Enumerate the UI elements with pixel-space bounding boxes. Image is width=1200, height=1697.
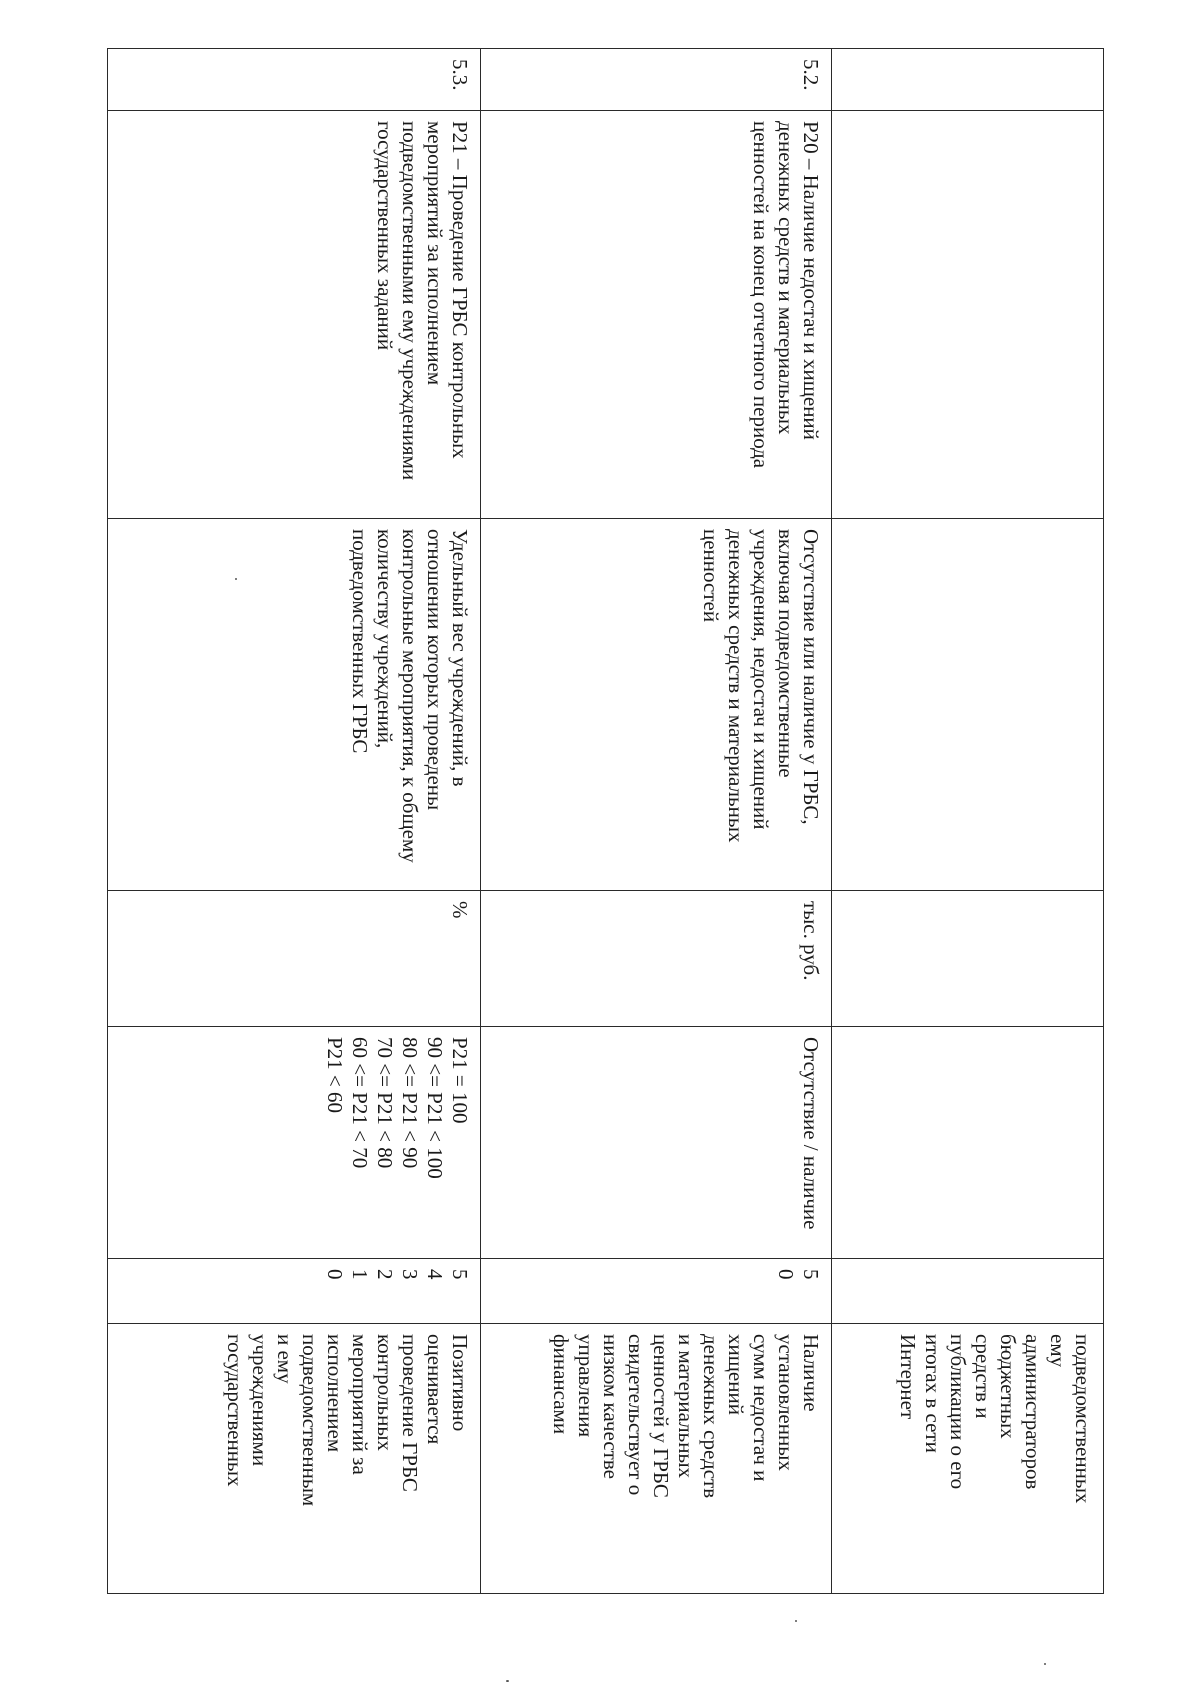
table-row: [481, 49, 832, 1594]
cell-score: [832, 1259, 1104, 1324]
cell-comment: подведомственных ему администраторов бюджетных средств и публикации о его итогах в сети Интернет: [832, 1324, 1104, 1594]
cell-name: [832, 111, 1104, 519]
scan-speck: [235, 578, 237, 580]
cell-unit: тыс. руб.: [481, 891, 832, 1027]
cell-description: Отсутствие или наличие у ГРБС, включая подведомственные учреждения, недостач и хищений денежных средств и материальных ценностей: [481, 519, 832, 891]
cell-unit: %: [108, 891, 481, 1027]
cell-comment: Наличие установленных сумм недостач и хищений денежных средств и материальных ценностей у ГРБС свидетельствует о низком качестве управления финансами: [481, 1324, 832, 1594]
cell-range: Р21 = 100 90 <= Р21 < 100 80 <= Р21 < 90 70 <= Р21 < 80 60 <= Р21 < 70 Р21 < 60: [108, 1027, 481, 1259]
scan-speck: [506, 1680, 509, 1682]
cell-range: [832, 1027, 1104, 1259]
cell-num: [832, 49, 1104, 111]
cell-num: 5.2.: [481, 49, 832, 111]
cell-score: 5 4 3 2 1 0: [108, 1259, 481, 1324]
cell-name: Р21 – Проведение ГРБС контрольных мероприятий за исполнением подведомственными ему учреждениями государственных заданий: [108, 111, 481, 519]
table-row: [832, 49, 1104, 1594]
rotated-table-page: [153, 48, 1104, 1593]
cell-num: 5.3.: [108, 49, 481, 111]
cell-description: Удельный вес учреждений, в отношении которых проведены контрольные мероприятия, к общему количеству учреждений, подведомственных ГРБС: [108, 519, 481, 891]
cell-unit: [832, 891, 1104, 1027]
scan-speck: [795, 1620, 797, 1622]
scan-speck: [1044, 1663, 1046, 1665]
indicators-table: [107, 48, 1104, 1594]
cell-range: Отсутствие / наличие: [481, 1027, 832, 1259]
cell-name: Р20 – Наличие недостач и хищений денежных средств и материальных ценностей на конец отчетного периода: [481, 111, 832, 519]
table-row: [108, 49, 481, 1594]
cell-description: [832, 519, 1104, 891]
cell-comment: Позитивно оценивается проведение ГРБС контрольных мероприятий за исполнением подведомственным и ему учреждениями государственных: [108, 1324, 481, 1594]
cell-score: 5 0: [481, 1259, 832, 1324]
